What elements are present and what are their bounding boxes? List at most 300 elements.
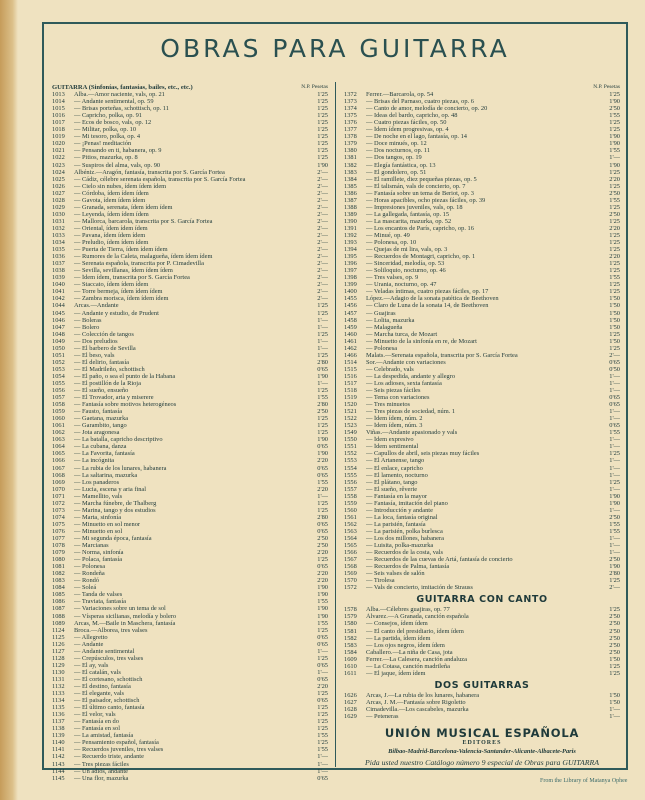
entry-price: 2'80 <box>317 513 328 521</box>
entry-number: 1080 <box>52 556 65 564</box>
entry-price: 1'— <box>609 387 620 395</box>
entry-number: 1518 <box>344 387 357 395</box>
entry-number: 1388 <box>344 203 357 211</box>
entry-number: 1087 <box>52 605 65 613</box>
catalog-entry <box>344 380 620 387</box>
entry-title: — Minuetto de la sinfonía en re, de Mozart <box>366 337 477 345</box>
catalog-entry <box>52 408 328 415</box>
entry-title: — La incógnita <box>74 457 115 465</box>
entry-price: 1'25 <box>609 231 620 239</box>
entry-price: 1'50 <box>609 323 620 331</box>
entry-price: 0'65 <box>317 443 328 451</box>
catalog-entry <box>344 302 620 309</box>
entry-number: 1078 <box>52 542 65 550</box>
entry-title: — El último canto, fantasía <box>74 704 145 712</box>
entry-price: 2'50 <box>609 634 620 642</box>
entry-price: 0'65 <box>317 640 328 648</box>
entry-price: 1'25 <box>317 626 328 634</box>
entry-price: 2'50 <box>317 535 328 542</box>
entry-price: 2'50 <box>609 627 620 635</box>
np-header-right: N.P. Pesetas <box>593 84 620 90</box>
entry-title: — El postillón de la Rioja <box>74 379 141 387</box>
entry-title: — Rumores de la Caleta, malagueña, ídem ídem ídem <box>74 253 213 261</box>
entry-number: 1399 <box>344 281 357 289</box>
entry-title: — Malagueña <box>366 323 403 331</box>
entry-number: 1610 <box>344 662 357 670</box>
entry-title: — Variaciones sobre un tema de sol <box>74 605 166 613</box>
entry-number: 1144 <box>52 767 65 775</box>
entry-number: 1514 <box>344 358 357 366</box>
entry-title: López.—Adagio de la sonata patética de Beethoven <box>366 295 499 303</box>
catalog-entry <box>52 105 328 112</box>
entry-number: 1075 <box>52 520 65 528</box>
entry-price: 1'— <box>609 549 620 557</box>
catalog-entry <box>344 218 620 225</box>
entry-price: 1'55 <box>609 274 620 282</box>
entry-title: — Marcianas <box>74 542 109 550</box>
entry-number: 1143 <box>52 760 65 768</box>
catalog-entry <box>344 331 620 338</box>
catalog-entry <box>52 288 328 295</box>
entry-title: — Tres minuetos <box>366 401 411 409</box>
entry-number: 1040 <box>52 281 65 289</box>
entry-number: 1556 <box>344 478 357 486</box>
entry-title: — Bolero <box>74 323 100 331</box>
entry-price: 2'— <box>317 253 328 261</box>
entry-number: 1139 <box>52 732 65 740</box>
entry-title: — Polonesa <box>74 563 106 571</box>
entry-number: 1041 <box>52 288 65 296</box>
catalog-entry <box>344 642 620 649</box>
catalog-entry <box>344 112 620 119</box>
entry-number: 1085 <box>52 591 65 599</box>
catalog-entry <box>52 768 328 775</box>
page-title: OBRAS PARA GUITARRA <box>160 34 510 63</box>
entry-title: — El cortesano, schottisch <box>74 675 143 683</box>
entry-price: 2'50 <box>609 105 620 113</box>
entry-number: 1076 <box>52 527 65 535</box>
catalog-entry <box>344 663 620 670</box>
entry-price: 2'— <box>317 281 328 289</box>
entry-price: 0'50 <box>609 365 620 373</box>
entry-number: 1033 <box>52 231 65 239</box>
entry-title: — El ramillete, diez pequeñas piezas, op. 5 <box>366 175 477 183</box>
library-stamp: From the Library of Matanya Ophee <box>540 778 628 784</box>
entry-title: — Recuerdos juveniles, tres valses <box>74 746 164 754</box>
catalog-entry <box>52 331 328 338</box>
catalog-entry <box>52 98 328 105</box>
catalog-entry <box>344 394 620 401</box>
entry-price: 2'— <box>317 189 328 197</box>
entry-number: 1046 <box>52 316 65 324</box>
entry-price: 1'25 <box>317 506 328 514</box>
entry-price: 2'— <box>609 351 620 359</box>
entry-number: 1081 <box>52 563 65 571</box>
catalog-entry <box>344 267 620 274</box>
catalog-entry <box>344 457 620 464</box>
entry-number: 1386 <box>344 189 357 197</box>
entry-title: Viñas.—Andante apasionado y vals <box>366 429 458 437</box>
entry-title: — El beso, vals <box>74 351 115 359</box>
entry-title: — El Artanense, tango <box>366 457 425 465</box>
entry-title: Malats.—Serenata española, transcrita por S. García Fortea <box>366 351 518 359</box>
entry-title: — La Cotasa, canción madrileña <box>366 662 450 670</box>
entry-number: 1049 <box>52 337 65 345</box>
catalog-entry <box>52 486 328 493</box>
entry-price: 1'25 <box>317 351 328 359</box>
entry-number: 1029 <box>52 203 65 211</box>
entry-number: 1034 <box>52 239 65 247</box>
entry-title: — ¡Penas! meditación <box>74 140 132 148</box>
entry-price: 1'25 <box>609 606 620 614</box>
catalog-entry <box>52 91 328 98</box>
entry-price: 1'— <box>317 337 328 345</box>
catalog-entry <box>52 162 328 169</box>
entry-title: — Claro de Luna de la sonata 14, de Beethoven <box>366 302 489 310</box>
entry-title: — Luisita, polka-mazurka <box>366 542 434 550</box>
entry-price: 1'55 <box>317 732 328 740</box>
entry-number: 1520 <box>344 401 357 409</box>
catalog-entry <box>344 225 620 232</box>
catalog-entry <box>52 725 328 732</box>
entry-number: 1456 <box>344 302 357 310</box>
entry-price: 1'— <box>609 506 620 514</box>
entry-number: 1627 <box>344 698 357 706</box>
entry-number: 1137 <box>52 718 65 726</box>
entry-number: 1521 <box>344 408 357 416</box>
catalog-entry <box>52 112 328 119</box>
catalog-entry <box>344 345 620 352</box>
entry-price: 2'— <box>317 175 328 183</box>
entry-number: 1523 <box>344 422 357 430</box>
entry-price: 1'25 <box>609 119 620 127</box>
entry-title: — Fantasía en do <box>74 718 119 726</box>
entry-number: 1565 <box>344 542 357 550</box>
entry-price: 1'25 <box>317 704 328 712</box>
entry-number: 1070 <box>52 485 65 493</box>
catalog-entry <box>344 628 620 635</box>
entry-price: 0'65 <box>609 358 620 366</box>
catalog-entry <box>52 253 328 260</box>
entry-number: 1022 <box>52 154 65 162</box>
entry-price: 1'25 <box>609 330 620 338</box>
entry-price: 2'80 <box>317 358 328 366</box>
catalog-entry <box>52 366 328 373</box>
entry-price: 1'— <box>609 712 620 720</box>
entry-price: 2'— <box>317 274 328 282</box>
entry-number: 1072 <box>52 499 65 507</box>
entry-price: 1'— <box>317 753 328 761</box>
entry-price: 2'80 <box>317 401 328 409</box>
entry-price: 2'— <box>317 217 328 225</box>
entry-number: 1142 <box>52 753 65 761</box>
catalog-entry <box>52 338 328 345</box>
entry-number: 1079 <box>52 549 65 557</box>
entry-number: 1064 <box>52 443 65 451</box>
entry-number: 1554 <box>344 464 357 472</box>
entry-number: 1552 <box>344 450 357 458</box>
entry-title: — La mascarita, mazurka, op. 52 <box>366 217 452 225</box>
catalog-entry <box>52 169 328 176</box>
entry-number: 1626 <box>344 691 357 699</box>
catalog-entry <box>52 739 328 746</box>
catalog-entry <box>344 190 620 197</box>
entry-price: 1'25 <box>317 725 328 733</box>
entry-title: — Andante <box>74 640 104 648</box>
entry-title: — Fantasía sobre un tema de Beriot, op. 3 <box>366 189 474 197</box>
entry-number: 1021 <box>52 147 65 155</box>
entry-number: 1569 <box>344 570 357 578</box>
entry-title: — El paño, o sea el punto de la Habana <box>74 372 176 380</box>
entry-title: Alba.—Amor naciente, vals, op. 21 <box>74 91 165 99</box>
entry-number: 1030 <box>52 210 65 218</box>
entry-number: 1023 <box>52 161 65 169</box>
catalog-entry <box>344 232 620 239</box>
entry-number: 1053 <box>52 365 65 373</box>
entry-title: — Pensando en ti, habanera, op. 9 <box>74 147 162 155</box>
catalog-entry <box>344 563 620 570</box>
entry-title: — Soliloquio, nocturno, op. 46 <box>366 267 446 275</box>
entry-number: 1381 <box>344 154 357 162</box>
entry-number: 1629 <box>344 712 357 720</box>
catalog-entry <box>52 246 328 253</box>
entry-title: — Ídem ídem, núm. 2 <box>366 415 423 423</box>
catalog-entry <box>344 528 620 535</box>
catalog-entry <box>52 521 328 528</box>
entry-title: — El plátano, tango <box>366 478 418 486</box>
entry-title: — Recuerdos de Palma, fantasía <box>366 563 450 571</box>
entry-price: 2'— <box>317 210 328 218</box>
entry-price: 1'25 <box>609 217 620 225</box>
entry-number: 1396 <box>344 260 357 268</box>
entry-title: — Un adiós, andante <box>74 767 128 775</box>
catalog-entry <box>344 352 620 359</box>
entry-price: 1'50 <box>609 309 620 317</box>
entry-title: — El barbero de Sevilla <box>74 344 136 352</box>
catalog-entry <box>52 119 328 126</box>
entry-number: 1611 <box>344 669 357 677</box>
entry-number: 1515 <box>344 365 357 373</box>
entry-price: 0'65 <box>317 520 328 528</box>
catalog-entry <box>52 302 328 309</box>
entry-title: — Marta, sinfonía <box>74 513 122 521</box>
entry-number: 1140 <box>52 739 65 747</box>
entry-price: 1'55 <box>317 394 328 402</box>
catalog-entry <box>52 380 328 387</box>
entry-number: 1579 <box>344 613 357 621</box>
entry-title: — Sinceridad, melodía, op. 53 <box>366 260 445 268</box>
entry-price: 1'25 <box>609 344 620 352</box>
entry-number: 1383 <box>344 168 357 176</box>
entry-title: — Los ojos negros, ídem ídem <box>366 641 445 649</box>
entry-title: — Soleá <box>74 584 97 592</box>
entry-title: Ferrer.—La Calesera, canción andaluza <box>366 655 467 663</box>
entry-price: 2'50 <box>317 408 328 416</box>
entry-title: — Tema con variaciones <box>366 394 430 402</box>
catalog-entry <box>52 204 328 211</box>
entry-price: 2'80 <box>609 570 620 578</box>
catalog-entry <box>52 387 328 394</box>
entry-title: — Mallorca, barcarola, transcrita por S. García Fortea <box>74 217 213 225</box>
entry-number: 1037 <box>52 260 65 268</box>
catalog-entry <box>344 507 620 514</box>
entry-title: — El Madrileño, schottisch <box>74 365 145 373</box>
entry-title: — Guajiras <box>366 309 396 317</box>
entry-number: 1391 <box>344 224 357 232</box>
catalog-entry <box>52 457 328 464</box>
entry-title: — Quejas de mi lira, vals, op. 3 <box>366 246 448 254</box>
entry-number: 1382 <box>344 161 357 169</box>
entry-price: 0'65 <box>609 394 620 402</box>
catalog-entry <box>52 641 328 648</box>
entry-title: — Impresiones juveniles, vals, op. 18 <box>366 203 463 211</box>
entry-title: — Andante sentimental <box>74 647 135 655</box>
entry-number: 1089 <box>52 619 65 627</box>
entry-title: — El Trovador, aria y miserere <box>74 394 154 402</box>
entry-title: — Dos tangos, op. 19 <box>366 154 422 162</box>
entry-price: 1'90 <box>317 450 328 458</box>
entry-price: 1'— <box>317 379 328 387</box>
entry-price: 1'90 <box>609 140 620 148</box>
catalog-entry <box>52 711 328 718</box>
catalog-entry <box>52 662 328 669</box>
entry-price: 0'65 <box>609 422 620 430</box>
catalog-entry <box>344 656 620 663</box>
entry-title: — El sueño, rêverie <box>366 485 418 493</box>
catalog-entry <box>52 281 328 288</box>
entry-number: 1032 <box>52 224 65 232</box>
entry-price: 1'25 <box>317 499 328 507</box>
entry-number: 1086 <box>52 598 65 606</box>
entry-price: 1'50 <box>609 698 620 706</box>
entry-price: 2'20 <box>317 485 328 493</box>
entry-number: 1028 <box>52 196 65 204</box>
catalog-entry <box>344 699 620 706</box>
entry-number: 1517 <box>344 379 357 387</box>
entry-price: 2'— <box>317 239 328 247</box>
entry-price: 1'50 <box>609 316 620 324</box>
canto-heading: GUITARRA CON CANTO <box>416 594 548 606</box>
entry-number: 1061 <box>52 422 65 430</box>
catalog-entry <box>52 535 328 542</box>
catalog-entry <box>344 288 620 295</box>
catalog-entry <box>344 387 620 394</box>
entry-number: 1130 <box>52 668 65 676</box>
catalog-entry <box>52 267 328 274</box>
catalog-entry <box>52 598 328 605</box>
entry-title: — Ecos de bosco, vals, op. 12 <box>74 119 152 127</box>
entry-price: 1'— <box>317 668 328 676</box>
entry-number: 1129 <box>52 661 65 669</box>
catalog-entry <box>52 295 328 302</box>
entry-price: 0'65 <box>317 365 328 373</box>
catalog-entry <box>344 274 620 281</box>
entry-price: 2'50 <box>609 641 620 649</box>
entry-number: 1020 <box>52 140 65 148</box>
entry-number: 1065 <box>52 450 65 458</box>
entry-price: 1'— <box>609 408 620 416</box>
catalog-entry <box>52 239 328 246</box>
catalog-entry <box>52 232 328 239</box>
catalog-entry <box>52 225 328 232</box>
entry-title: — La cubana, danza <box>74 443 127 451</box>
entry-number: 1136 <box>52 711 65 719</box>
catalog-entry <box>52 183 328 190</box>
entry-number: 1016 <box>52 112 65 120</box>
entry-price: 1'— <box>609 471 620 479</box>
entry-title: — Elegía fantástica, op. 13 <box>366 161 436 169</box>
entry-price: 0'65 <box>317 697 328 705</box>
entry-price: 1'25 <box>609 669 620 677</box>
entry-price: 1'55 <box>609 520 620 528</box>
entry-number: 1063 <box>52 436 65 444</box>
entry-title: Sor.—Andante con variaciones <box>366 358 446 366</box>
entry-price: 2'20 <box>317 457 328 465</box>
entry-price: 1'55 <box>317 478 328 486</box>
entry-number: 1378 <box>344 133 357 141</box>
entry-number: 1558 <box>344 492 357 500</box>
catalog-entry <box>52 310 328 317</box>
entry-title: — La loca, fantasía original <box>366 513 438 521</box>
entry-number: 1133 <box>52 690 65 698</box>
entry-price: 0'65 <box>317 563 328 571</box>
entry-price: 2'50 <box>609 189 620 197</box>
entry-number: 1036 <box>52 253 65 261</box>
entry-title: — Polaca, fantasía <box>74 556 123 564</box>
entry-number: 1561 <box>344 513 357 521</box>
entry-number: 1027 <box>52 189 65 197</box>
entry-number: 1128 <box>52 654 65 662</box>
entry-title: — Fantasía, imitación del piano <box>366 499 448 507</box>
entry-title: Arcas, J. M.—Fantasía sobre Rigoletto <box>366 698 466 706</box>
catalog-entry <box>52 197 328 204</box>
entry-price: 1'— <box>317 767 328 775</box>
entry-price: 2'— <box>317 196 328 204</box>
entry-price: 2'— <box>317 295 328 303</box>
entry-title: Arcas, J.—La rubia de los lunares, habanera <box>366 691 480 699</box>
entry-number: 1082 <box>52 570 65 578</box>
entry-price: 1'25 <box>317 91 328 99</box>
entry-number: 1014 <box>52 98 65 106</box>
catalog-entry <box>344 465 620 472</box>
entry-number: 1516 <box>344 372 357 380</box>
entry-price: 1'— <box>609 542 620 550</box>
entry-title: — Los adioses, sexta fantasía <box>366 379 442 387</box>
entry-number: 1048 <box>52 330 65 338</box>
entry-price: 1'50 <box>609 302 620 310</box>
catalog-entry <box>344 500 620 507</box>
catalog-entry <box>52 429 328 436</box>
entry-title: — La batalla, capricho descriptivo <box>74 436 163 444</box>
catalog-entry <box>52 147 328 154</box>
entry-title: — Staccato, ídem ídem ídem <box>74 281 149 289</box>
catalog-entry <box>52 718 328 725</box>
entry-number: 1125 <box>52 633 65 641</box>
entry-title: — El elegante, vals <box>74 690 125 698</box>
entry-title: — Córdoba, ídem ídem ídem <box>74 189 149 197</box>
entry-title: — Urania, nocturno, op. 47 <box>366 281 437 289</box>
entry-title: Ferrer.—Barcarola, op. 54 <box>366 91 434 99</box>
entry-price: 2'20 <box>609 224 620 232</box>
right-entry-list <box>344 91 620 591</box>
entry-price: 1'25 <box>609 168 620 176</box>
entry-number: 1013 <box>52 91 65 99</box>
entry-price: 1'25 <box>609 577 620 585</box>
entry-title: — La rubia de los lunares, habanera <box>74 464 167 472</box>
entry-number: 1060 <box>52 415 65 423</box>
entry-number: 1583 <box>344 641 357 649</box>
entry-number: 1384 <box>344 175 357 183</box>
